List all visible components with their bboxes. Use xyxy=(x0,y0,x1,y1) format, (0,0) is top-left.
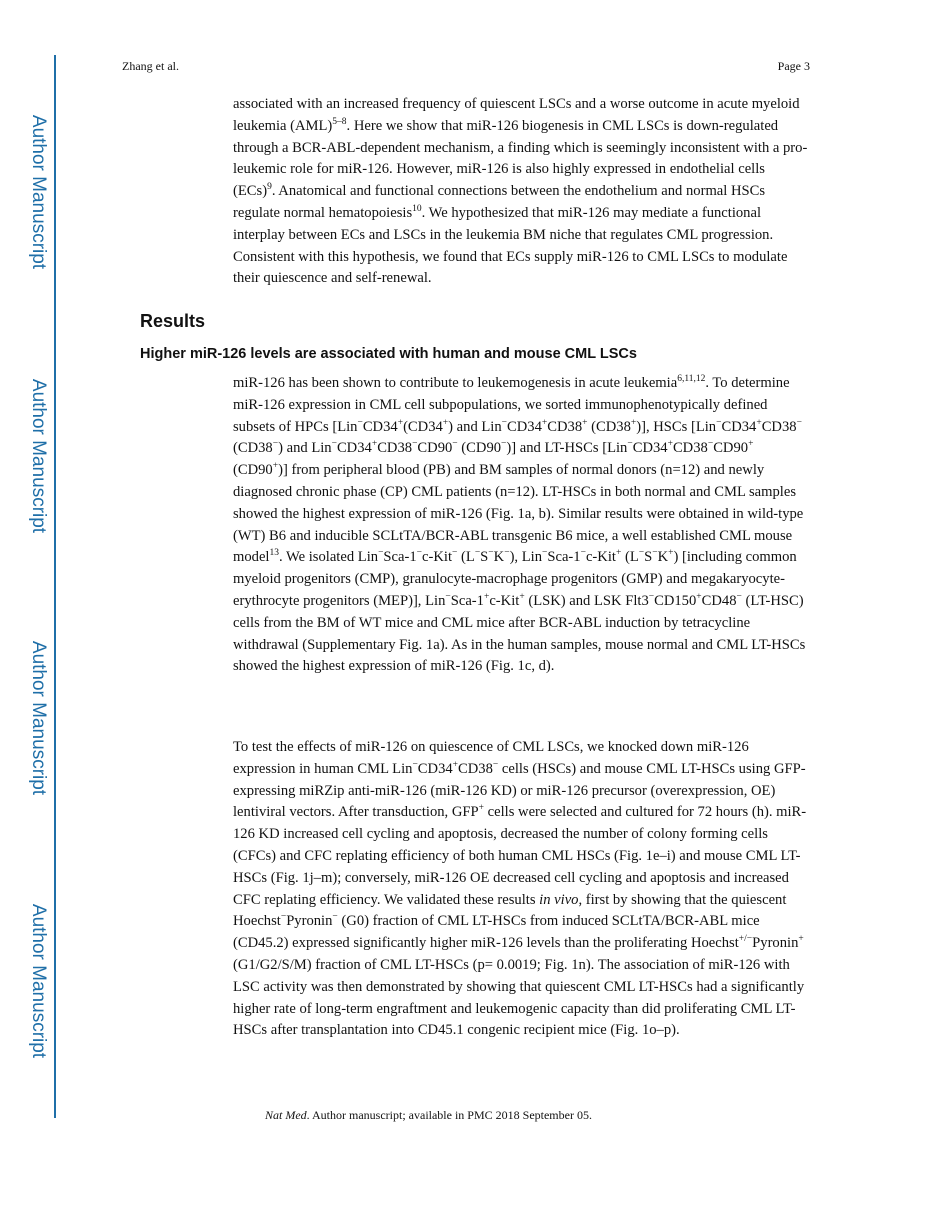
page-number: Page 3 xyxy=(777,59,810,73)
superscript: + xyxy=(667,439,673,450)
superscript: − xyxy=(412,439,418,450)
text-run: S xyxy=(480,549,489,566)
text-run: CD90 xyxy=(713,440,749,457)
text-run: (G0) fraction of CML LT-HSCs from induced SCLtTA/BCR-ABL mice (CD45.2) expressed significantly higher miR-126 levels than the proliferating Hoechst xyxy=(233,913,760,952)
superscript: + xyxy=(452,759,459,770)
superscript: − xyxy=(736,591,742,602)
superscript: − xyxy=(504,548,510,559)
text-run: (CD90 xyxy=(233,462,273,479)
italic-run: in vivo xyxy=(539,891,579,908)
text-run: CD34 xyxy=(336,440,372,457)
sidebar-label: Author Manuscript xyxy=(28,114,49,270)
text-run: CD150 xyxy=(654,592,697,609)
text-run: Pyronin xyxy=(752,935,799,952)
superscript: − xyxy=(452,548,458,559)
text-run: (L xyxy=(621,549,639,566)
superscript: − xyxy=(378,548,384,559)
superscript: − xyxy=(707,439,714,450)
superscript: + xyxy=(696,591,702,602)
superscript: − xyxy=(638,548,645,559)
text-run: CD34 xyxy=(632,440,668,457)
text-run: (G1/G2/S/M) fraction of CML LT-HSCs (p= 0.0019; Fig. 1n). The association of miR-126 with LSC activity was then demonstrated by showing that quiescent CML LT-HSCs had a significantly higher rate of long-term engraftment and leukemogenic capacity than did proliferating CML LT-HSCs after transplantation into CD45.1 congenic recipient mice (Fig. 1o–p). xyxy=(233,956,805,1039)
superscript: − xyxy=(412,759,418,770)
journal-name: Nat Med xyxy=(265,1108,307,1122)
results-paragraph-2 xyxy=(233,737,811,1042)
superscript: − xyxy=(280,912,287,923)
text-run: ) [including common myeloid progenitors (CMP), granulocyte-macrophage progenitors (GMP) and megakaryocyte-erythrocyte progenitors (MEP)], Lin xyxy=(233,549,797,609)
text-run: K xyxy=(657,549,669,566)
superscript: − xyxy=(492,759,499,770)
superscript: − xyxy=(331,439,337,450)
superscript: − xyxy=(648,591,655,602)
superscript: + xyxy=(519,591,525,602)
text-run: c-Kit xyxy=(489,592,520,609)
text-run: (CD90 xyxy=(457,440,502,457)
text-run: )], HSCs [Lin xyxy=(636,418,717,435)
text-run: CD34 xyxy=(507,418,542,435)
superscript: 13 xyxy=(269,548,279,559)
superscript: − xyxy=(501,439,507,450)
superscript: +/− xyxy=(738,934,753,945)
superscript: − xyxy=(580,548,586,559)
citation: 10 xyxy=(412,203,422,214)
results-paragraph-1 xyxy=(233,373,811,678)
superscript: + xyxy=(756,417,762,428)
running-header-author: Zhang et al. xyxy=(122,59,179,73)
superscript: + xyxy=(615,548,622,559)
superscript: − xyxy=(627,439,633,450)
text-run: CD48 xyxy=(701,592,737,609)
text-run: )] and LT-HSCs [Lin xyxy=(506,440,628,457)
superscript: + xyxy=(541,417,548,428)
sidebar-rule xyxy=(54,55,56,1118)
intro-paragraph xyxy=(233,94,811,290)
text-run: CD38 xyxy=(458,760,493,777)
superscript: 6,11,12 xyxy=(677,374,706,384)
superscript: − xyxy=(416,548,423,559)
text-run: . Here we show that miR-126 biogenesis in CML LSCs is down-regulated through a BCR-ABL-dependent mechanism, a finding which is seemingly inconsistent with a pro-leukemic role for miR-126. However, miR-126 is also highly expressed in endothelial cells (ECs) xyxy=(233,117,808,200)
superscript: + xyxy=(483,591,490,602)
text-run: Pyronin xyxy=(286,913,333,930)
superscript: − xyxy=(332,912,338,923)
superscript: − xyxy=(501,417,508,428)
text-run: (CD38 xyxy=(587,418,631,435)
superscript: + xyxy=(397,417,404,428)
text-run: (CD34 xyxy=(403,418,443,435)
text-run: CD34 xyxy=(417,760,453,777)
text-run: ) and Lin xyxy=(278,440,332,457)
text-run: CD90 xyxy=(417,440,453,457)
text-run: Sca-1 xyxy=(383,549,417,566)
text-run: Sca-1 xyxy=(547,549,581,566)
section-heading: Results xyxy=(140,311,206,331)
sidebar-label: Author Manuscript xyxy=(28,378,49,534)
text-run: . To determine miR-126 expression in CML cell subpopulations, we sorted immunophenotypically defined subsets of HPCs [Lin xyxy=(233,375,790,435)
superscript: − xyxy=(357,417,363,428)
superscript: − xyxy=(452,439,458,450)
text-run: K xyxy=(493,549,505,566)
text-run: associated with an increased frequency of quiescent LSCs and a worse outcome in acute myeloid leukemia (AML) xyxy=(233,96,800,134)
text-run: CD34 xyxy=(362,418,398,435)
text-run: c-Kit xyxy=(585,549,616,566)
superscript: − xyxy=(272,439,279,450)
citation: 9 xyxy=(267,182,272,193)
text-run: S xyxy=(644,549,653,566)
text-run: CD38 xyxy=(377,440,413,457)
text-run: CD38 xyxy=(672,440,708,457)
subsection-heading: Higher miR-126 levels are associated with human and mouse CML LSCs xyxy=(140,346,637,362)
superscript: − xyxy=(445,591,451,602)
superscript: − xyxy=(796,417,802,428)
text-run: )] from peripheral blood (PB) and BM samples of normal donors (n=12) and newly diagnosed chronic phase (CP) CML patients (n=12). LT-HSCs in both normal and CML samples showed the highest expression of miR-126 (Fig. 1a, b). Similar results were obtained in wild-type (WT) B6 and inducible SCLtTA/BCR-ABL transgenic B6 mice, a well established CML mouse model xyxy=(233,462,804,566)
text-run: (CD38 xyxy=(233,440,273,457)
footer xyxy=(265,1108,592,1123)
text-run: (LT-HSC) cells from the BM of WT mice and CML mice after BCR-ABL induction by tetracycline withdrawal (Supplementary Fig. 1a). As in the human samples, mouse normal and CML LT-HSCs showed the highest expression of miR-126 (Fig. 1c, d). xyxy=(233,592,806,675)
text-run: miR-126 has been shown to contribute to leukemogenesis in acute leukemia xyxy=(233,375,678,391)
superscript: + xyxy=(272,461,279,472)
superscript: − xyxy=(652,548,658,559)
superscript: − xyxy=(716,417,722,428)
text-run: To test the effects of miR-126 on quiescence of CML LSCs, we knocked down miR-126 expression in human CML Lin xyxy=(233,739,749,777)
text-run: (LSK) and LSK Flt3 xyxy=(524,592,649,609)
text-run: cells were selected and cultured for 72 hours (h). miR-126 KD increased cell cycling and apoptosis, decreased the number of colony forming cells (CFCs) and CFC replating efficiency of both human CML HSCs (Fig. 1e–i) and mouse CML LT-HSCs (Fig. 1j–m); conversely, miR-126 OE decreased cell cycling and apoptosis and increased CFC replating efficiency. We validated these results xyxy=(233,804,807,908)
text-run: CD38 xyxy=(761,418,797,435)
superscript: + xyxy=(582,417,588,428)
superscript: + xyxy=(478,803,484,814)
text-run: , first by showing that the quiescent Hoechst xyxy=(233,891,787,930)
superscript: + xyxy=(668,548,674,559)
text-run: Sca-1 xyxy=(450,592,484,609)
text-run: CD38 xyxy=(547,418,583,435)
text-run: ), Lin xyxy=(509,549,542,566)
text-run: . We isolated Lin xyxy=(278,549,379,566)
superscript: + xyxy=(798,934,804,945)
text-run: (L xyxy=(457,549,475,566)
superscript: + xyxy=(442,417,449,428)
sidebar-label: Author Manuscript xyxy=(28,903,49,1059)
text-run: c-Kit xyxy=(422,549,453,566)
superscript: − xyxy=(488,548,494,559)
text-run: . Anatomical and functional connections between the endothelium and normal HSCs regulate normal hematopoiesis xyxy=(233,183,766,221)
text-run: ) and Lin xyxy=(448,418,502,435)
footer-note: . Author manuscript; available in PMC 2018 September 05. xyxy=(306,1108,592,1122)
text-run: cells (HSCs) and mouse CML LT-HSCs using GFP-expressing miRZip anti-miR-126 (miR-126 KD) or miR-126 precursor (overexpression, OE) lentiviral vectors. After transduction, GFP xyxy=(233,760,806,821)
text-run: . We hypothesized that miR-126 may mediate a functional interplay between ECs and LSCs in the leukemia BM niche that regulates CML progression. Consistent with this hypothesis, we found that ECs supply miR-126 to CML LSCs to modulate their quiescence and self-renewal. xyxy=(233,204,788,287)
superscript: + xyxy=(748,439,754,450)
superscript: + xyxy=(371,439,378,450)
citation: 5–8 xyxy=(332,116,347,127)
superscript: − xyxy=(474,548,481,559)
superscript: + xyxy=(630,417,637,428)
sidebar-label: Author Manuscript xyxy=(28,640,49,796)
superscript: − xyxy=(542,548,548,559)
text-run: CD34 xyxy=(721,418,757,435)
